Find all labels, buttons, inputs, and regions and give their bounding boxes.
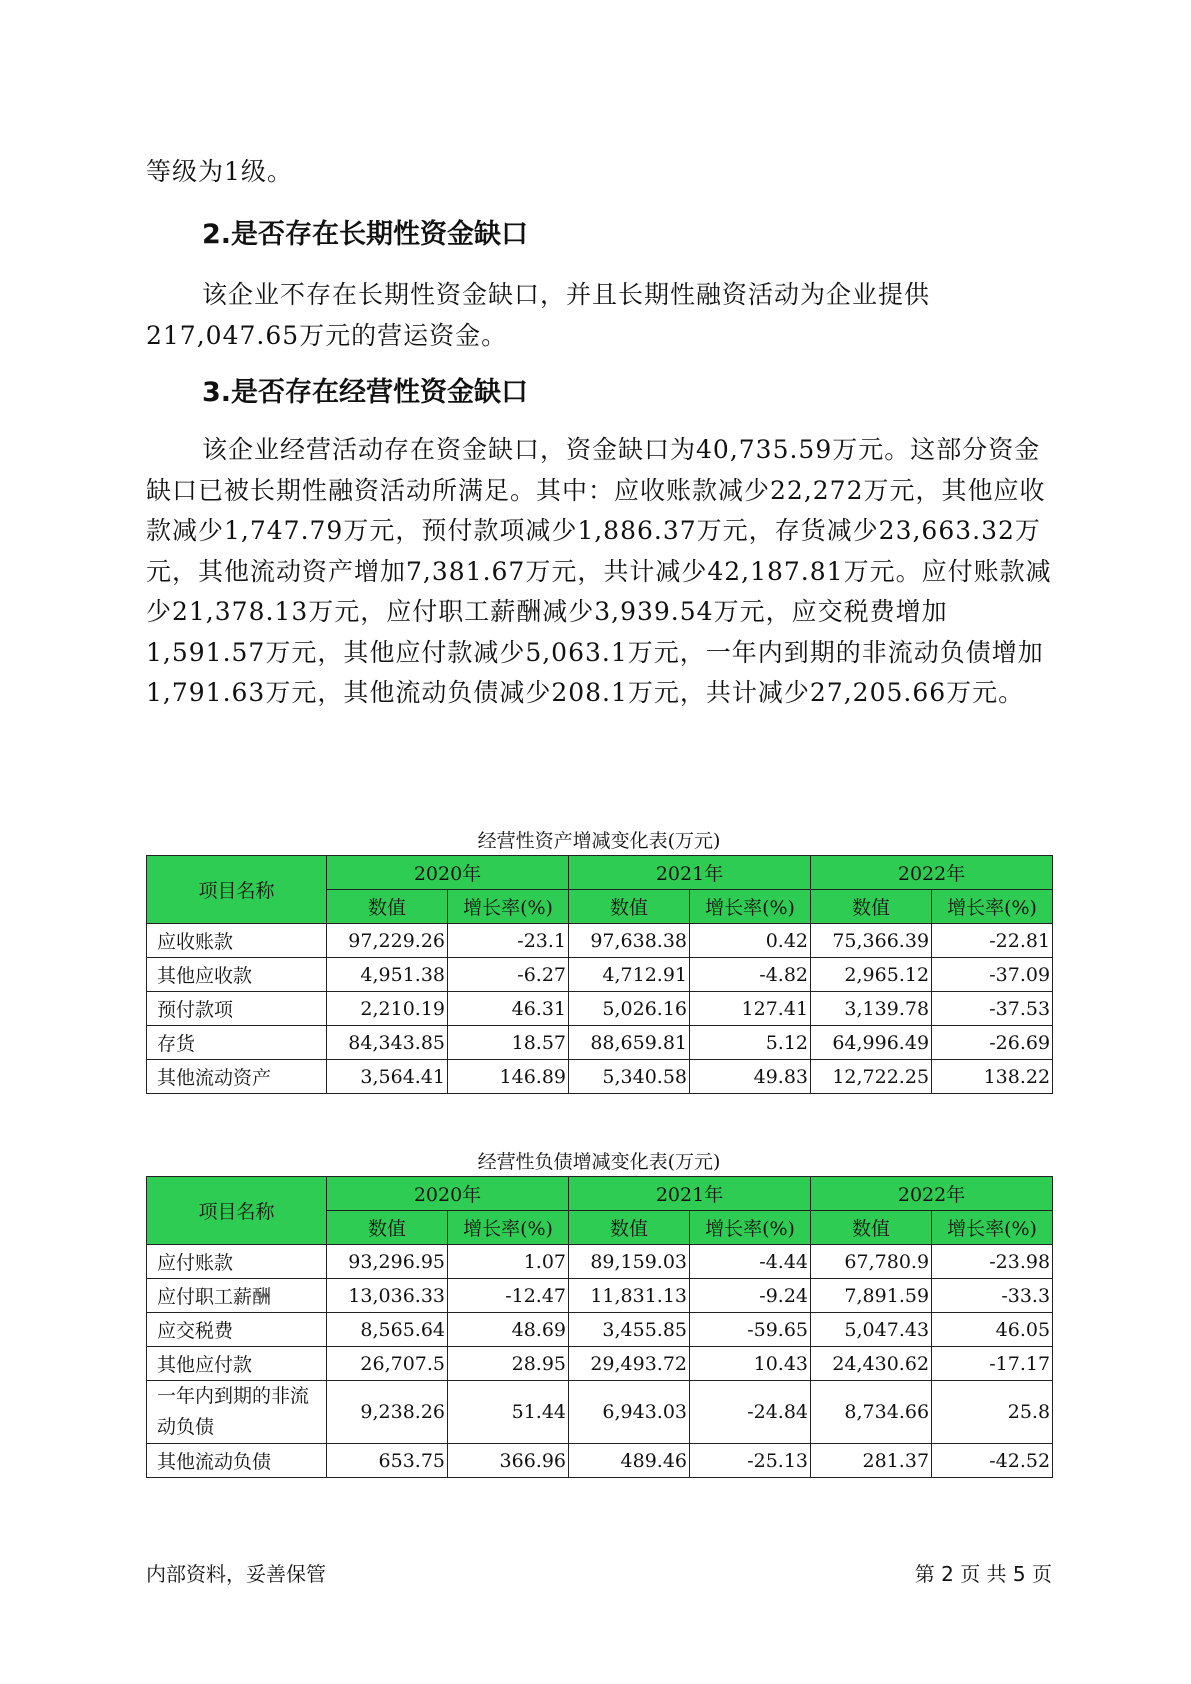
table-row	[147, 958, 1053, 992]
header-rate: 增长率(%)	[690, 890, 811, 924]
cell-rate: -23.1	[448, 924, 569, 958]
row-name: 一年内到期的非流动负债	[147, 1381, 327, 1444]
cell-rate: 10.43	[690, 1347, 811, 1381]
cell-value: 89,159.03	[569, 1245, 690, 1279]
header-year-2020: 2020年	[327, 856, 569, 890]
row-name: 应付职工薪酬	[147, 1279, 327, 1313]
row-name: 应收账款	[147, 924, 327, 958]
cell-value: 97,638.38	[569, 924, 690, 958]
cell-value: 5,047.43	[811, 1313, 932, 1347]
cell-value: 2,210.19	[327, 992, 448, 1026]
cell-rate: 48.69	[448, 1313, 569, 1347]
table-row	[147, 1279, 1053, 1313]
header-year-2022: 2022年	[811, 856, 1053, 890]
heading-operating-gap: 3.是否存在经营性资金缺口	[202, 377, 529, 408]
cell-rate: -37.09	[932, 958, 1053, 992]
cell-rate: -22.81	[932, 924, 1053, 958]
header-value: 数值	[811, 890, 932, 924]
header-year-2022: 2022年	[811, 1177, 1053, 1211]
cell-value: 8,734.66	[811, 1381, 932, 1444]
cell-rate: 25.8	[932, 1381, 1053, 1444]
header-value: 数值	[327, 890, 448, 924]
cell-rate: -4.44	[690, 1245, 811, 1279]
cell-rate: -6.27	[448, 958, 569, 992]
cell-value: 3,139.78	[811, 992, 932, 1026]
cell-rate: 1.07	[448, 1245, 569, 1279]
header-year-2020: 2020年	[327, 1177, 569, 1211]
cell-value: 9,238.26	[327, 1381, 448, 1444]
cell-value: 4,951.38	[327, 958, 448, 992]
header-rate: 增长率(%)	[690, 1211, 811, 1245]
header-value: 数值	[569, 1211, 690, 1245]
header-year-2021: 2021年	[569, 1177, 811, 1211]
cell-rate: 5.12	[690, 1026, 811, 1060]
header-rate: 增长率(%)	[448, 890, 569, 924]
cell-value: 653.75	[327, 1444, 448, 1478]
cell-rate: 127.41	[690, 992, 811, 1026]
cell-value: 5,340.58	[569, 1060, 690, 1094]
cell-rate: -24.84	[690, 1381, 811, 1444]
cell-rate: -4.82	[690, 958, 811, 992]
header-rate: 增长率(%)	[932, 1211, 1053, 1245]
cell-value: 13,036.33	[327, 1279, 448, 1313]
header-year-2021: 2021年	[569, 856, 811, 890]
header-value: 数值	[327, 1211, 448, 1245]
cell-value: 75,366.39	[811, 924, 932, 958]
liability-table	[146, 1176, 1053, 1478]
cell-value: 64,996.49	[811, 1026, 932, 1060]
cell-rate: -37.53	[932, 992, 1053, 1026]
asset-table	[146, 855, 1053, 1094]
cell-value: 97,229.26	[327, 924, 448, 958]
heading-long-term-gap: 2.是否存在长期性资金缺口	[202, 219, 529, 250]
cell-value: 6,943.03	[569, 1381, 690, 1444]
cell-value: 12,722.25	[811, 1060, 932, 1094]
table-row	[147, 924, 1053, 958]
cell-value: 11,831.13	[569, 1279, 690, 1313]
cell-value: 88,659.81	[569, 1026, 690, 1060]
header-item-name: 项目名称	[147, 1177, 327, 1245]
cell-value: 84,343.85	[327, 1026, 448, 1060]
table-row	[147, 1026, 1053, 1060]
table-row	[147, 992, 1053, 1026]
cell-value: 3,455.85	[569, 1313, 690, 1347]
cell-value: 7,891.59	[811, 1279, 932, 1313]
cell-rate: -33.3	[932, 1279, 1053, 1313]
row-name: 其他流动资产	[147, 1060, 327, 1094]
liability-table-caption: 经营性负债增减变化表(万元)	[477, 1151, 721, 1173]
header-item-name: 项目名称	[147, 856, 327, 924]
cell-rate: -9.24	[690, 1279, 811, 1313]
cell-rate: -17.17	[932, 1347, 1053, 1381]
cell-rate: 366.96	[448, 1444, 569, 1478]
cell-rate: 138.22	[932, 1060, 1053, 1094]
table-row	[147, 1245, 1053, 1279]
row-name: 预付款项	[147, 992, 327, 1026]
cell-rate: 18.57	[448, 1026, 569, 1060]
table-row	[147, 1060, 1053, 1094]
cell-value: 281.37	[811, 1444, 932, 1478]
cell-rate: 46.31	[448, 992, 569, 1026]
row-name: 其他应付款	[147, 1347, 327, 1381]
header-value: 数值	[811, 1211, 932, 1245]
cell-value: 5,026.16	[569, 992, 690, 1026]
header-rate: 增长率(%)	[448, 1211, 569, 1245]
asset-table-caption: 经营性资产增减变化表(万元)	[477, 830, 721, 852]
cell-value: 26,707.5	[327, 1347, 448, 1381]
cell-rate: -12.47	[448, 1279, 569, 1313]
cell-rate: -23.98	[932, 1245, 1053, 1279]
cell-value: 3,564.41	[327, 1060, 448, 1094]
row-name: 应交税费	[147, 1313, 327, 1347]
paragraph-grade: 等级为1级。	[146, 157, 293, 186]
cell-rate: 0.42	[690, 924, 811, 958]
cell-rate: -42.52	[932, 1444, 1053, 1478]
table-row	[147, 1381, 1053, 1444]
footer-page-number: 第 2 页 共 5 页	[914, 1562, 1052, 1586]
cell-rate: -26.69	[932, 1026, 1053, 1060]
cell-rate: -25.13	[690, 1444, 811, 1478]
cell-rate: 146.89	[448, 1060, 569, 1094]
cell-rate: 46.05	[932, 1313, 1053, 1347]
cell-value: 24,430.62	[811, 1347, 932, 1381]
cell-value: 4,712.91	[569, 958, 690, 992]
header-value: 数值	[569, 890, 690, 924]
cell-value: 489.46	[569, 1444, 690, 1478]
cell-value: 29,493.72	[569, 1347, 690, 1381]
cell-value: 93,296.95	[327, 1245, 448, 1279]
cell-rate: 51.44	[448, 1381, 569, 1444]
cell-value: 67,780.9	[811, 1245, 932, 1279]
cell-rate: -59.65	[690, 1313, 811, 1347]
cell-value: 8,565.64	[327, 1313, 448, 1347]
paragraph-long-term-gap: 该企业不存在长期性资金缺口，并且长期性融资活动为企业提供217,047.65万元的营运资金。	[146, 280, 931, 350]
table-row	[147, 1313, 1053, 1347]
row-name: 其他应收款	[147, 958, 327, 992]
header-rate: 增长率(%)	[932, 890, 1053, 924]
footer-confidential: 内部资料，妥善保管	[146, 1562, 326, 1586]
cell-rate: 49.83	[690, 1060, 811, 1094]
cell-rate: 28.95	[448, 1347, 569, 1381]
row-name: 存货	[147, 1026, 327, 1060]
table-row	[147, 1444, 1053, 1478]
cell-value: 2,965.12	[811, 958, 932, 992]
row-name: 应付账款	[147, 1245, 327, 1279]
table-row	[147, 1347, 1053, 1381]
paragraph-operating-gap: 该企业经营活动存在资金缺口，资金缺口为40,735.59万元。这部分资金缺口已被长期性融资活动所满足。其中：应收账款减少22,272万元，其他应收款减少1,747.79万元，预付款项减少1,886.37万元，存货减少23,663.32万元，其他流动资产增加7,381.67万元，共计减少42,187.81万元。应付账款减少21,378.13万元，应付职工薪酬减少3,939.54万元，应交税费增加1,591.57万元，其他应付款减少5,063.1万元，一年内到期的非流动负债增加1,791.63万元，其他流动负债减少208.1万元，共计减少27,205.66万元。	[146, 435, 1052, 707]
row-name: 其他流动负债	[147, 1444, 327, 1478]
